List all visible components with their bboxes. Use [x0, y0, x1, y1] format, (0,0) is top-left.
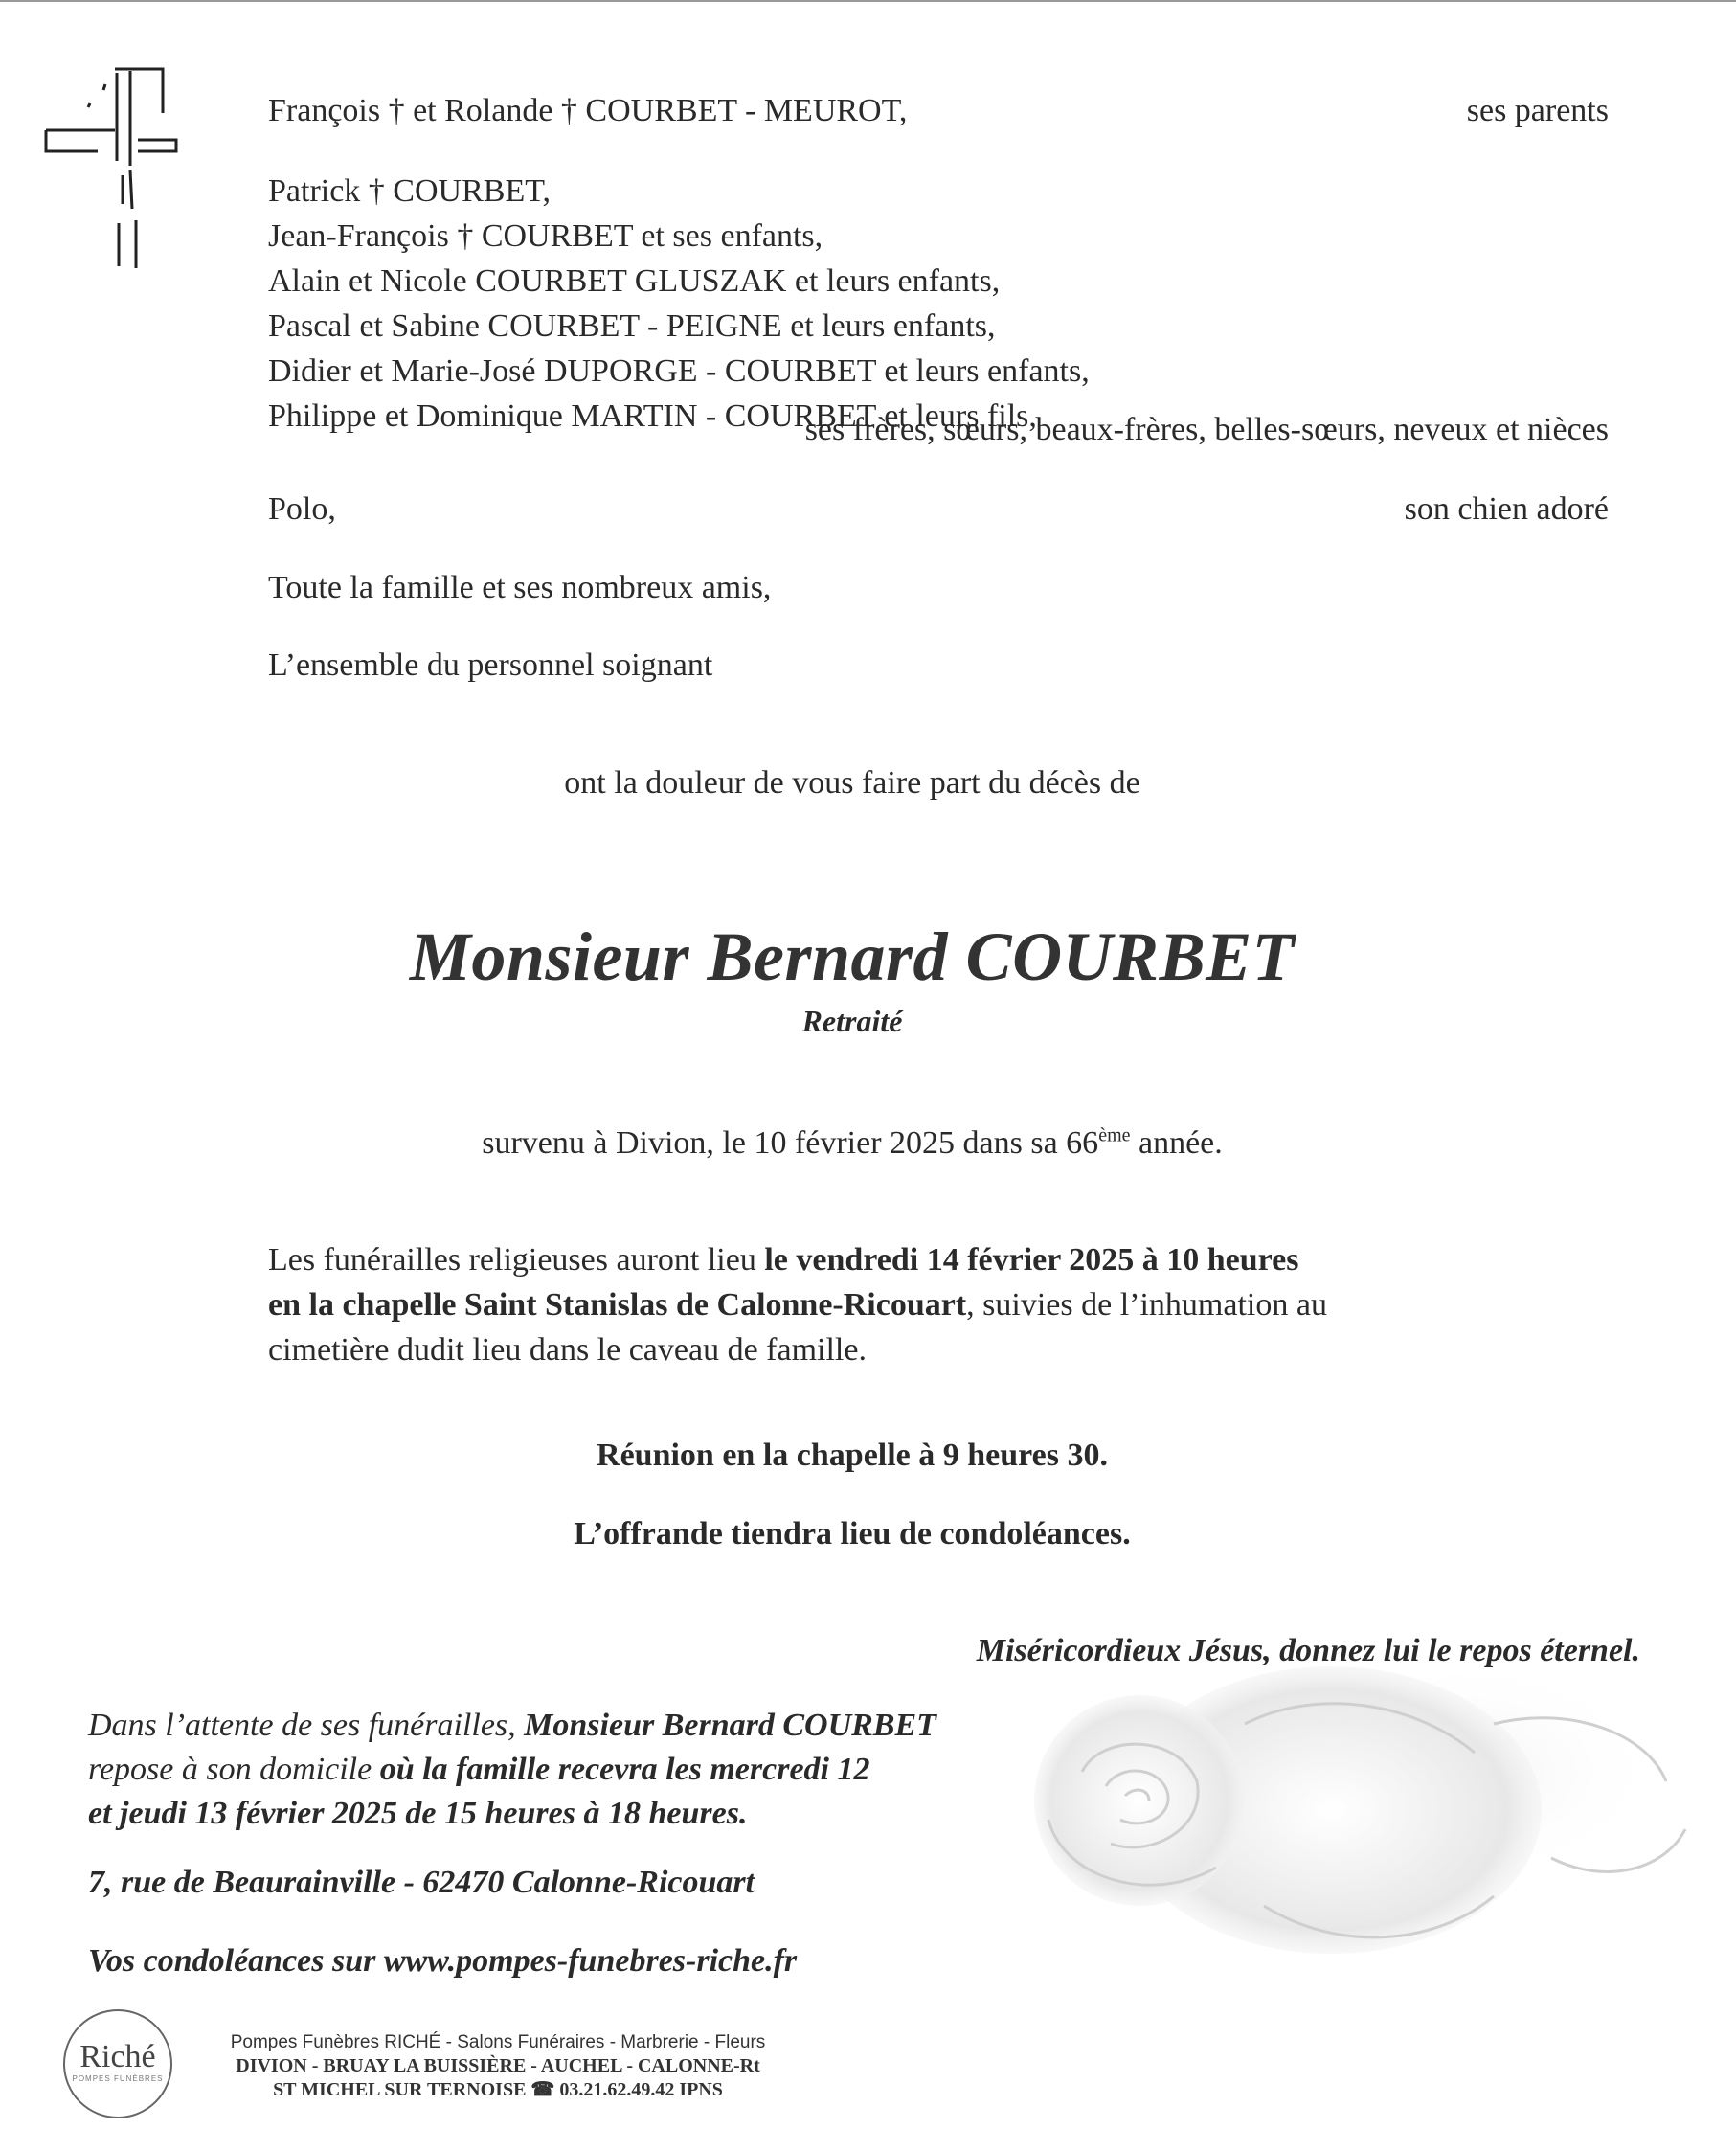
visitation-line-3: et jeudi 13 février 2025 de 15 heures à 18 heures. [88, 1796, 748, 1831]
death-line [0, 1121, 1704, 1166]
deceased-name: Monsieur Bernard COURBET [409, 918, 1296, 995]
address-line: 7, rue de Beaurainville - 62470 Calonne-Ricouart [88, 1865, 755, 1900]
logo-text: Riché [79, 2039, 156, 2074]
death-text: survenu à Divion, le 10 février 2025 dans sa 66 [482, 1125, 1099, 1161]
footer-phone: 03.21.62.49.42 IPNS [554, 2079, 723, 2100]
visitation-line-1 [88, 1703, 936, 1748]
pet-role: son chien adoré [1404, 491, 1609, 527]
visitation-text: Dans l’attente de ses funérailles, [88, 1708, 525, 1743]
sibling-line: Didier et Marie-José DUPORGE - COURBET et leurs enfants, [268, 353, 1090, 389]
scan-top-border [0, 0, 1736, 2]
siblings-role-text: ses frères, sœurs, beaux-frères, belles-sœurs, neveux et nièces [804, 412, 1609, 447]
meeting-line: Réunion en la chapelle à 9 heures 30. [597, 1438, 1108, 1473]
parents-role: ses parents [1466, 93, 1609, 128]
deceased-title: Retraité [801, 1004, 903, 1038]
sibling-line: Patrick † COURBET, [268, 173, 551, 209]
sibling-line: Alain et Nicole COURBET GLUSZAK et leurs enfants, [268, 263, 1001, 299]
footer-town: ST MICHEL SUR TERNOISE [273, 2079, 527, 2100]
funeral-line-2 [268, 1282, 1327, 1327]
footer-line-2: DIVION - BRUAY LA BUISSIÈRE - AUCHEL - CALONNE-Rt [236, 2055, 760, 2076]
riche-logo [63, 2009, 172, 2118]
sibling-line: Philippe et Dominique MARTIN - COURBET et leurs fils, [268, 398, 1037, 434]
prayer-line: Miséricordieux Jésus, donnez lui le repos éternel. [976, 1633, 1640, 1668]
condolences-link[interactable]: Vos condoléances sur www.pompes-funebres-riche.fr [88, 1943, 798, 1979]
staff-line: L’ensemble du personnel soignant [268, 647, 713, 683]
funeral-line-1 [268, 1237, 1298, 1282]
visitation-text: repose à son domicile [88, 1752, 380, 1787]
funeral-place: en la chapelle Saint Stanislas de Calonne-Ricouart [268, 1287, 967, 1323]
funeral-text: , suivies de l’inhumation au [966, 1287, 1327, 1323]
death-text-end: année. [1130, 1125, 1223, 1161]
siblings-role [805, 407, 1609, 452]
sibling-line: Jean-François † COURBET et ses enfants, [268, 218, 823, 254]
death-superscript: ème [1098, 1124, 1131, 1146]
funeral-text: Les funérailles religieuses auront lieu [268, 1242, 765, 1278]
pet-name: Polo, [268, 491, 336, 527]
announcement-line: ont la douleur de vous faire part du décès de [564, 765, 1140, 801]
friends-line: Toute la famille et ses nombreux amis, [268, 570, 772, 605]
funeral-line-3: cimetière dudit lieu dans le caveau de famille. [268, 1332, 867, 1368]
visitation-line-2 [88, 1747, 869, 1792]
visitation-details: où la famille recevra les mercredi 12 [379, 1752, 870, 1787]
sibling-line: Pascal et Sabine COURBET - PEIGNE et leurs enfants, [268, 308, 996, 344]
footer-line-3 [192, 2078, 804, 2102]
footer-line-1: Pompes Funèbres RICHÉ - Salons Funéraires - Marbrerie - Fleurs [230, 2032, 766, 2052]
cross-icon [42, 46, 186, 276]
phone-icon: ☎ [530, 2079, 555, 2100]
funeral-date: le vendredi 14 février 2025 à 10 heures [764, 1242, 1299, 1278]
parents-names: François † et Rolande † COURBET - MEUROT, [268, 93, 908, 128]
logo-subtext: POMPES FUNÈBRES [72, 2074, 164, 2083]
rose-image [958, 1666, 1704, 2011]
offering-line: L’offrande tiendra lieu de condoléances. [574, 1516, 1131, 1551]
visitation-name: Monsieur Bernard COURBET [524, 1708, 936, 1743]
